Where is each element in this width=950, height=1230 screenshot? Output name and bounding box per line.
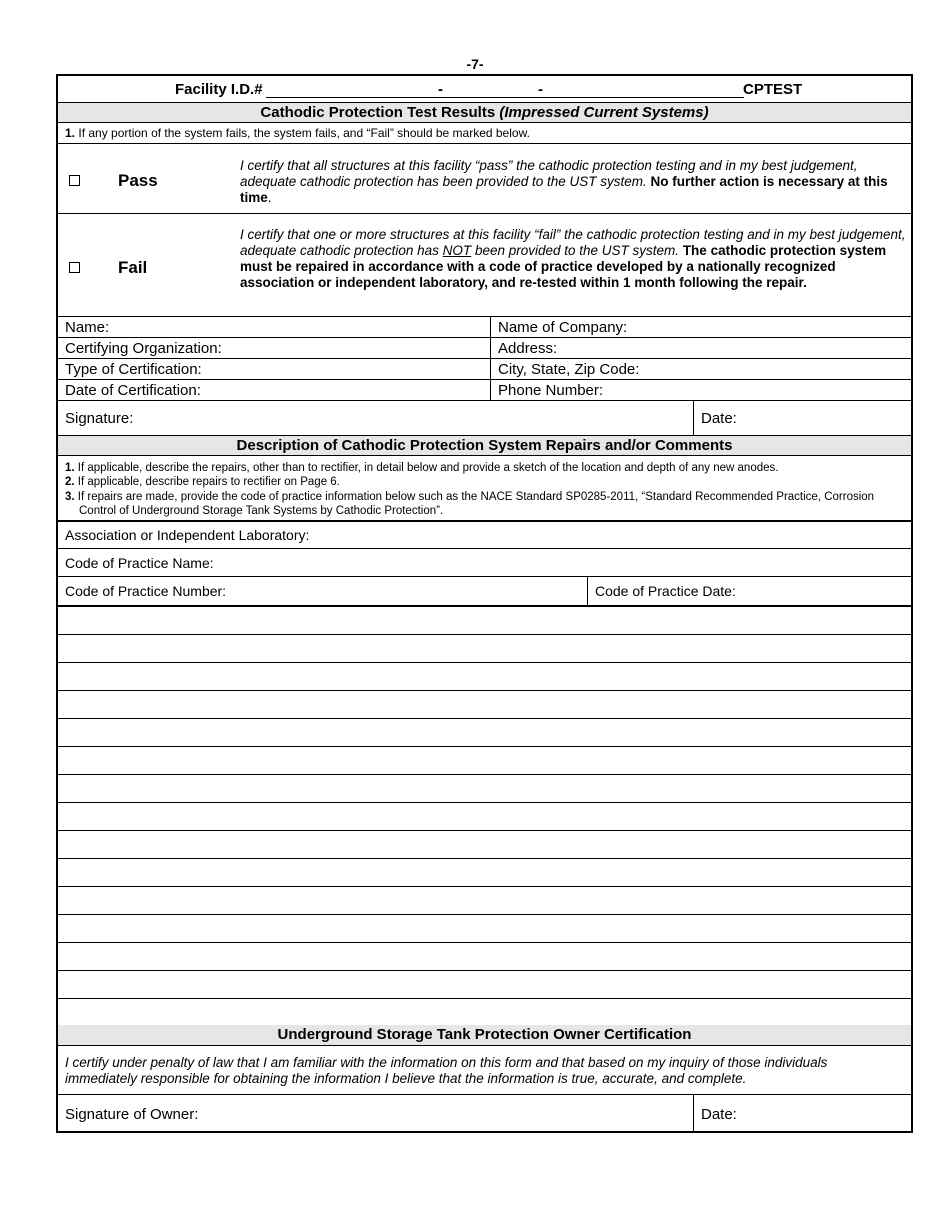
repairs-header: Description of Cathodic Protection System Repairs and/or Comments [58,435,911,455]
repair-comments-area[interactable] [58,605,911,1025]
owner-signature-field[interactable]: Signature of Owner: [65,1105,199,1123]
fail-section [58,213,911,316]
pass-section [58,143,911,213]
pass-statement [240,158,908,206]
page-number: -7- [466,56,484,72]
repairs-note-1-text: If applicable, describe the repairs, other than to rectifier, in detail below and provide a sketch of the location and depth of any new anodes. [77,462,779,474]
results-instruction [58,122,911,143]
fail-checkbox[interactable] [69,262,80,273]
test-results-title-italic: (Impressed Current Systems) [499,104,709,121]
pass-label: Pass [118,171,158,190]
instruction-text: If any portion of the system fails, the system fails, and “Fail” should be marked below. [78,126,530,140]
cop-number-field[interactable]: Code of Practice Number: [65,583,227,599]
cop-name-field[interactable]: Code of Practice Name: [65,554,214,571]
owner-date-field[interactable]: Date: [693,1095,913,1133]
tester-row-3 [58,358,911,379]
tester-signature-row [58,400,911,435]
comment-lines [58,607,911,1025]
form-frame [56,74,913,1133]
certification-date-field[interactable]: Date of Certification: [65,381,201,399]
company-name-field[interactable]: Name of Company: [490,317,913,337]
fail-statement [240,227,908,291]
tester-row-1 [58,316,911,337]
owner-cert-header: Underground Storage Tank Protection Owner Certification [58,1025,911,1045]
repairs-notes [58,455,911,520]
fail-statement-italic-a: I certify that one or more structures at this facility “fail” the cathodic protection testing and in my best judgement, adequate cathodic protection has [240,227,906,258]
address-field[interactable]: Address: [490,338,913,358]
repairs-note-3 [65,490,904,519]
facility-id-dash-1: - [438,81,443,98]
facility-id-field[interactable] [266,97,744,98]
cop-name-row [58,548,911,576]
repairs-note-1 [65,461,904,475]
fail-statement-not: NOT [442,243,472,258]
tester-signature-field[interactable]: Signature: [65,409,134,427]
pass-statement-italic: I certify that all structures at this facility “pass” the cathodic protection testing and in my best judgement, adequate cathodic protection has been provided to the UST system. [240,158,858,189]
fail-statement-italic-b: been provided to the UST system. [474,243,680,258]
cop-number-row [58,576,911,605]
association-field[interactable]: Association or Independent Laboratory: [65,527,310,543]
repairs-note-2-text: If applicable, describe repairs to rectifier on Page 6. [77,476,340,489]
city-state-zip-field[interactable]: City, State, Zip Code: [490,359,913,379]
facility-id-label: Facility I.D.# [175,81,263,98]
pass-checkbox[interactable] [69,175,80,186]
tester-date-field[interactable]: Date: [693,401,913,435]
phone-number-field[interactable]: Phone Number: [490,380,913,400]
repairs-note-3-number: 3. [65,490,75,503]
fail-statement-bold: The cathodic protection system must be repaired in accordance with a code of practice developed by a nationally recognized association or independent laboratory, and re-tested within 1 month following the repair. [240,243,887,290]
fail-label: Fail [118,258,148,277]
test-results-title: Cathodic Protection Test Results [260,104,496,121]
tester-row-2 [58,337,911,358]
facility-id-row [58,76,911,102]
repairs-note-1-number: 1. [65,462,75,474]
instruction-number: 1. [65,126,76,140]
facility-id-suffix: CPTEST [743,81,803,98]
repairs-note-2 [65,475,904,489]
certification-type-field[interactable]: Type of Certification: [65,360,202,378]
test-results-header [58,102,911,122]
tester-name-field[interactable]: Name: [65,318,110,336]
association-row [58,520,911,548]
repairs-note-2-number: 2. [65,476,75,489]
pass-statement-bold: No further action is necessary at this time [240,174,888,205]
owner-statement: I certify under penalty of law that I am familiar with the information on this form and that based on my inquiry of those individuals immediately responsible for obtaining the information I believe that the information is true, accurate, and complete. [58,1045,911,1094]
cop-date-field[interactable]: Code of Practice Date: [587,577,913,605]
pass-statement-end: . [267,190,272,205]
tester-row-4 [58,379,911,400]
facility-id-dash-2: - [538,81,543,98]
repairs-note-3-text: If repairs are made, provide the code of practice information below such as the NACE Standard SP0285-2011, “Standard Recommended Practice, Corrosion Control of Underground Storage Tank Systems by Cathodic Protection”. [77,490,875,517]
owner-signature-row [58,1094,911,1133]
certifying-org-field[interactable]: Certifying Organization: [65,339,222,357]
